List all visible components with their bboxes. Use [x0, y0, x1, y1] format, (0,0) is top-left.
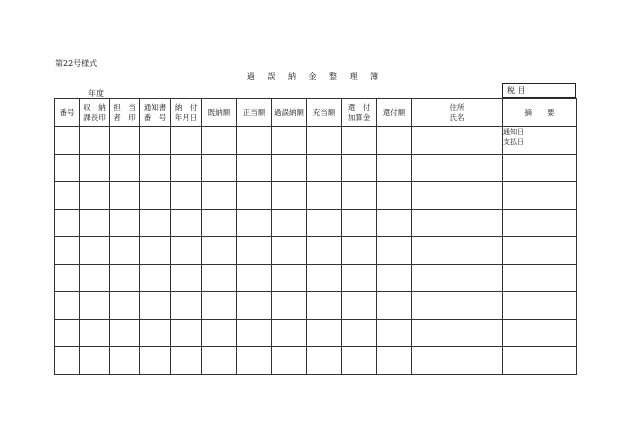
table-row [55, 237, 577, 265]
col-paid-amount: 既納額 [202, 99, 237, 127]
col-correct-amount: 正当額 [237, 99, 272, 127]
col-remarks: 摘 要 [503, 99, 577, 127]
col-number: 番号 [55, 99, 80, 127]
col-staff-seal: 担 当 者 印 [110, 99, 140, 127]
col-applied-amount: 充当額 [307, 99, 342, 127]
table-row [55, 182, 577, 210]
tax-item-label: 税 目 [507, 86, 526, 95]
ledger-body [55, 127, 577, 375]
ledger-table [54, 98, 577, 375]
table-row [55, 209, 577, 237]
page-title: 過 誤 納 金 整 理 簿 [246, 72, 384, 81]
table-row [55, 319, 577, 347]
col-refund-amount: 還付額 [377, 99, 412, 127]
remarks-cell[interactable] [503, 127, 577, 155]
table-row [55, 264, 577, 292]
form-number: 第22号様式 [55, 59, 98, 68]
fiscal-year-label: 年度 [88, 89, 104, 98]
col-receipt-chief-seal: 収 納 課長印 [80, 99, 110, 127]
table-row [55, 127, 577, 155]
col-refund-interest: 還 付 加算金 [342, 99, 377, 127]
notice-date-label: 通知日 [503, 128, 524, 136]
col-address-name: 住所 氏名 [412, 99, 503, 127]
col-payment-date: 納 付 年月日 [171, 99, 202, 127]
table-row [55, 347, 577, 375]
table-row [55, 292, 577, 320]
payment-date-label: 支払日 [503, 138, 524, 146]
table-row [55, 154, 577, 182]
tax-item-box [502, 83, 576, 98]
col-overpaid-amount: 過誤納額 [272, 99, 307, 127]
header-row [55, 99, 577, 127]
col-notice-number: 通知書 番 号 [140, 99, 171, 127]
